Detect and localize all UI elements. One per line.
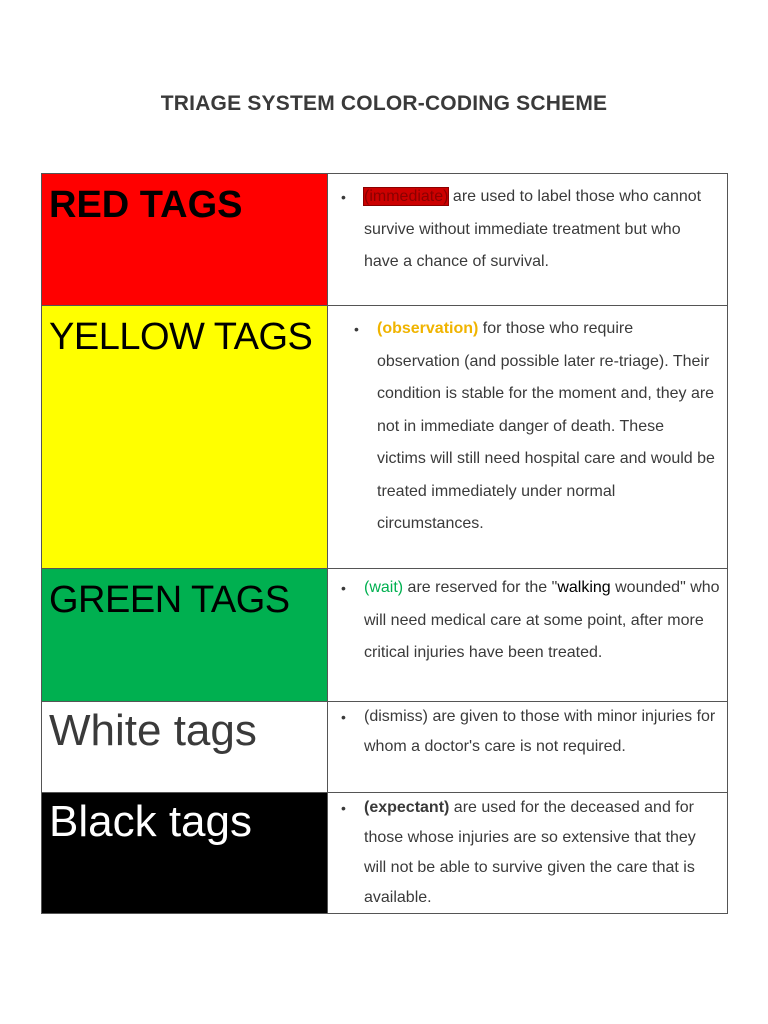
bullet-icon: • bbox=[341, 800, 346, 816]
tag-cell-green bbox=[42, 569, 328, 702]
bullet-icon: • bbox=[341, 709, 346, 725]
tag-label-black: Black tags bbox=[49, 797, 252, 846]
triage-table bbox=[41, 173, 728, 914]
tag-cell-white bbox=[42, 702, 328, 793]
bullet-text-green bbox=[364, 572, 723, 670]
bullet-text-yellow bbox=[377, 313, 717, 541]
tag-label-white: White tags bbox=[49, 706, 257, 755]
description-green-before: are reserved for the " bbox=[403, 579, 558, 596]
description-green-after: wounded" who will need medical care at some point, after more critical injuries have been treated. bbox=[364, 579, 720, 661]
table-row-red bbox=[42, 174, 728, 306]
bullet-icon: • bbox=[341, 580, 346, 596]
description-cell-red bbox=[328, 174, 728, 306]
keyword-wait: (wait) bbox=[364, 579, 404, 596]
keyword-immediate: (immediate) bbox=[364, 188, 449, 205]
bullet-item-green bbox=[328, 569, 727, 670]
bullet-item-white bbox=[328, 702, 727, 762]
description-black: are used for the deceased and for those whose injuries are so extensive that they will not be able to survive given the care that is available. bbox=[364, 799, 696, 906]
tag-cell-black bbox=[42, 793, 328, 914]
table-row-green bbox=[42, 569, 728, 702]
bullet-icon: • bbox=[341, 189, 346, 205]
table-row-yellow bbox=[42, 306, 728, 569]
bullet-item-yellow bbox=[328, 306, 727, 541]
description-cell-green bbox=[328, 569, 728, 702]
table-row-white bbox=[42, 702, 728, 793]
tag-label-green: GREEN TAGS bbox=[49, 579, 290, 621]
description-white: are given to those with minor injuries for whom a doctor's care is not required. bbox=[364, 708, 716, 755]
bullet-item-red bbox=[328, 174, 727, 279]
description-yellow: for those who require observation (and possible later re-triage). Their condition is stable for the moment and, they are not in immediate danger of death. These victims will still need hospital care and would be treated immediately under normal circumstances. bbox=[377, 320, 715, 532]
bullet-text-red bbox=[364, 181, 719, 279]
table-row-black bbox=[42, 793, 728, 914]
keyword-observation: (observation) bbox=[377, 320, 479, 337]
tag-label-red: RED TAGS bbox=[49, 184, 243, 226]
bullet-text-white bbox=[364, 702, 719, 762]
description-red: are used to label those who cannot survive without immediate treatment but who have a chance of survival. bbox=[364, 188, 702, 270]
tag-cell-red bbox=[42, 174, 328, 306]
description-cell-yellow bbox=[328, 306, 728, 569]
bullet-text-black bbox=[364, 793, 721, 913]
document-title: TRIAGE SYSTEM COLOR-CODING SCHEME bbox=[160, 92, 608, 115]
description-cell-black bbox=[328, 793, 728, 914]
description-cell-white bbox=[328, 702, 728, 793]
bullet-item-black bbox=[328, 793, 727, 913]
keyword-walking: walking bbox=[557, 579, 611, 596]
bullet-icon: • bbox=[354, 321, 359, 337]
tag-cell-yellow bbox=[42, 306, 328, 569]
tag-label-yellow: YELLOW TAGS bbox=[49, 316, 313, 358]
keyword-expectant: (expectant) bbox=[364, 799, 450, 816]
keyword-dismiss: (dismiss) bbox=[364, 708, 428, 725]
